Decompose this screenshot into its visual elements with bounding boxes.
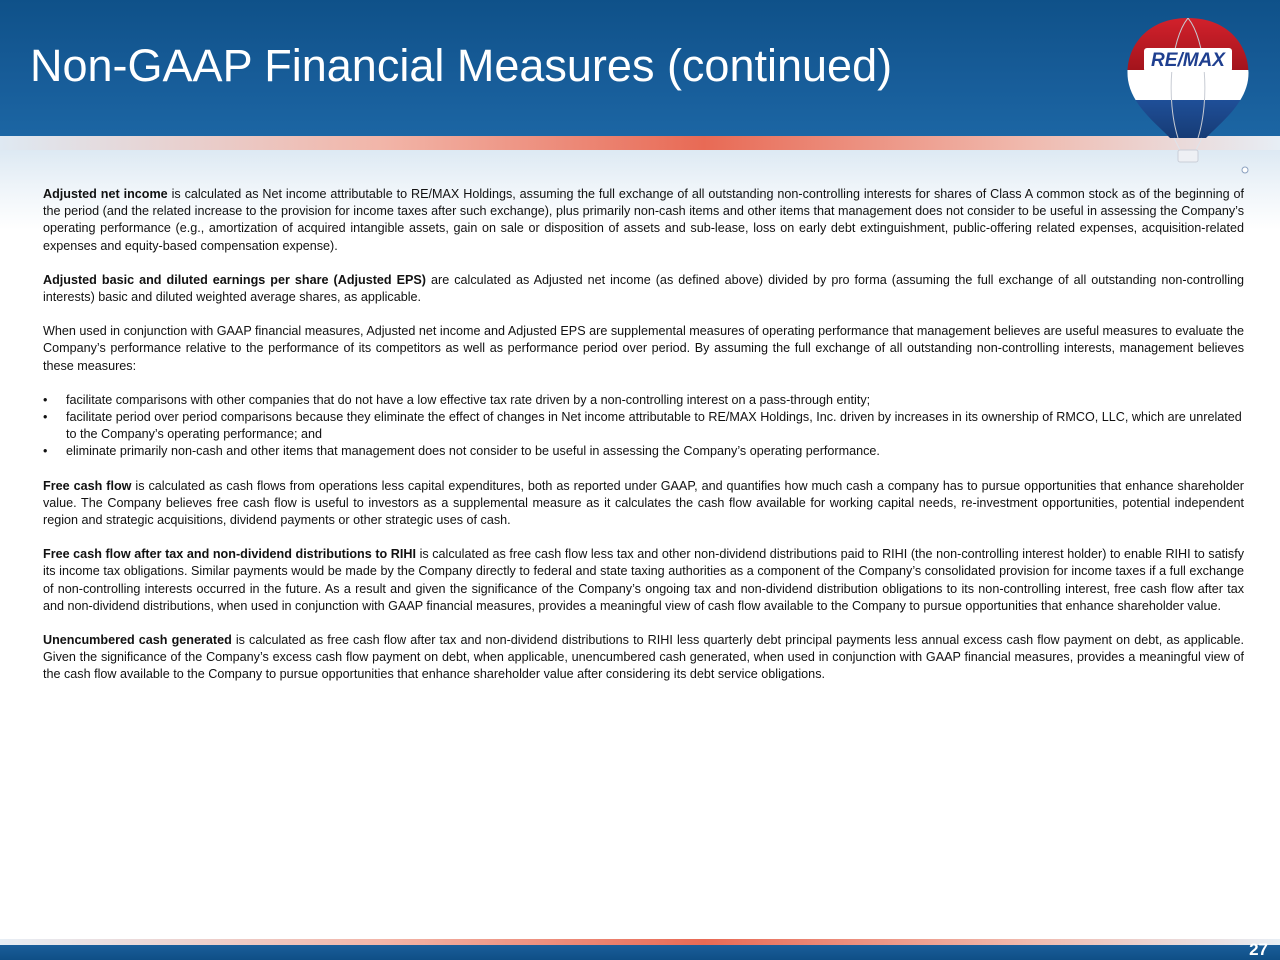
registered-mark-icon [1242,167,1248,173]
definition-adjusted-eps: are calculated as Adjusted net income (as defined above) divided by pro forma (assuming the full exchange of all outstanding non-controlling interests) basic and diluted weighted average shares, as applicable. [43,272,1245,305]
paragraph-unencumbered-cash [43,632,1244,684]
paragraph-free-cash-flow [43,478,1244,530]
definition-adjusted-net-income: is calculated as Net income attributable to RE/MAX Holdings, assuming the full exchange of all outstanding non-controlling interests for shares of Class A common stock as of the beginning of the period (and the related increase to the provision for income taxes after such exchange), plus primarily non-cash items and other items that management does not consider to be useful in assessing the Company’s operating performance (e.g., amortization of acquired intangible assets, gain on sale or disposition of assets and sub-lease, loss on early debt extinguishment, public-offering related expenses, acquisition-related expenses and equity-based compensation expense). [43,187,1244,253]
page-number: 27 [1249,940,1268,959]
definition-free-cash-flow-after-tax: is calculated as free cash flow less tax and other non-dividend distributions paid to RIHI (the non-controlling interest holder) to enable RIHI to satisfy its income tax obligations. Similar payments would be made by the Company directly to federal and state taxing authorities as a component of the Company’s consolidated provision for income taxes if a full exchange of non-controlling interests occurred in the future. As a result and given the significance of the Company’s ongoing tax and non-dividend distribution obligations to its non-controlling interest, free cash flow after tax and non-dividend distributions, when used in conjunction with GAAP financial measures, provides a meaningful view of cash flow available to the Company to pursue opportunities that enhance shareholder value. [43,547,1244,613]
bullet-icon: • [43,444,48,459]
benefits-list [43,392,1244,461]
list-item-text: facilitate period over period comparisons because they eliminate the effect of changes in Net income attributable to RE/MAX Holdings, Inc. driven by increases in its ownership of RMCO, LLC, which are unrelated to the Company’s operating performance; and [66,410,1242,442]
remax-balloon-logo [1118,10,1258,175]
bullet-icon: • [43,392,48,407]
paragraph-adjusted-eps [43,272,1244,306]
paragraph-free-cash-flow-after-tax [43,546,1244,615]
gaap-usage-text: When used in conjunction with GAAP financial measures, Adjusted net income and Adjusted EPS are supplemental measures of operating performance that management believes are useful measures to evaluate the Company’s performance relative to the performance of its competitors as well as performance period over period. By assuming the full exchange of all outstanding non-controlling interests, management believes these measures: [43,324,1244,373]
footer-bar [0,945,1280,960]
list-item-text: eliminate primarily non-cash and other items that management does not consider to be useful in assessing the Company’s operating performance. [66,444,880,459]
bullet-icon: • [43,410,48,425]
balloon-basket [1178,150,1198,162]
definition-unencumbered-cash: is calculated as free cash flow after tax and non-dividend distributions to RIHI less quarterly debt principal payments less annual excess cash flow payment on debt, as applicable. Given the significance of the Company’s excess cash flow payment on debt, when applicable, unencumbered cash generated, when used in conjunction with GAAP financial measures, provides a meaningful view of the cash flow available to the Company to pursue opportunities that enhance shareholder value after considering its debt service obligations. [43,633,1244,682]
term-adjusted-eps: Adjusted basic and diluted earnings per share (Adjusted EPS) [43,272,427,287]
body-content [43,186,1244,701]
definition-free-cash-flow: is calculated as cash flows from operations less capital expenditures, both as reported under GAAP, and quantifies how much cash a company has to pursue opportunities that enhance shareholder value. The Company believes free cash flow is useful to investors as a supplemental measure as it calculates the cash flow available for working capital needs, re-investment opportunities, potential independent region and strategic acquisitions, dividend payments or other strategic uses of cash. [43,478,1244,528]
paragraph-adjusted-net-income [43,186,1244,255]
page-title: Non-GAAP Financial Measures (continued) [30,40,893,91]
header-stripe [0,136,1280,150]
header-banner [0,0,1280,138]
term-adjusted-net-income: Adjusted net income [43,187,168,201]
term-free-cash-flow: Free cash flow [43,478,132,493]
term-free-cash-flow-after-tax: Free cash flow after tax and non-dividend distributions to RIHI [43,547,416,562]
list-item-text: facilitate comparisons with other companies that do not have a low effective tax rate driven by a non-controlling interest on a pass-through entity; [66,392,871,407]
list-item [43,409,1244,443]
paragraph-gaap-usage [43,323,1244,375]
term-unencumbered-cash: Unencumbered cash generated [43,633,232,648]
logo-text: RE/MAX [1151,50,1225,71]
list-item [43,392,1244,409]
list-item [43,443,1244,460]
